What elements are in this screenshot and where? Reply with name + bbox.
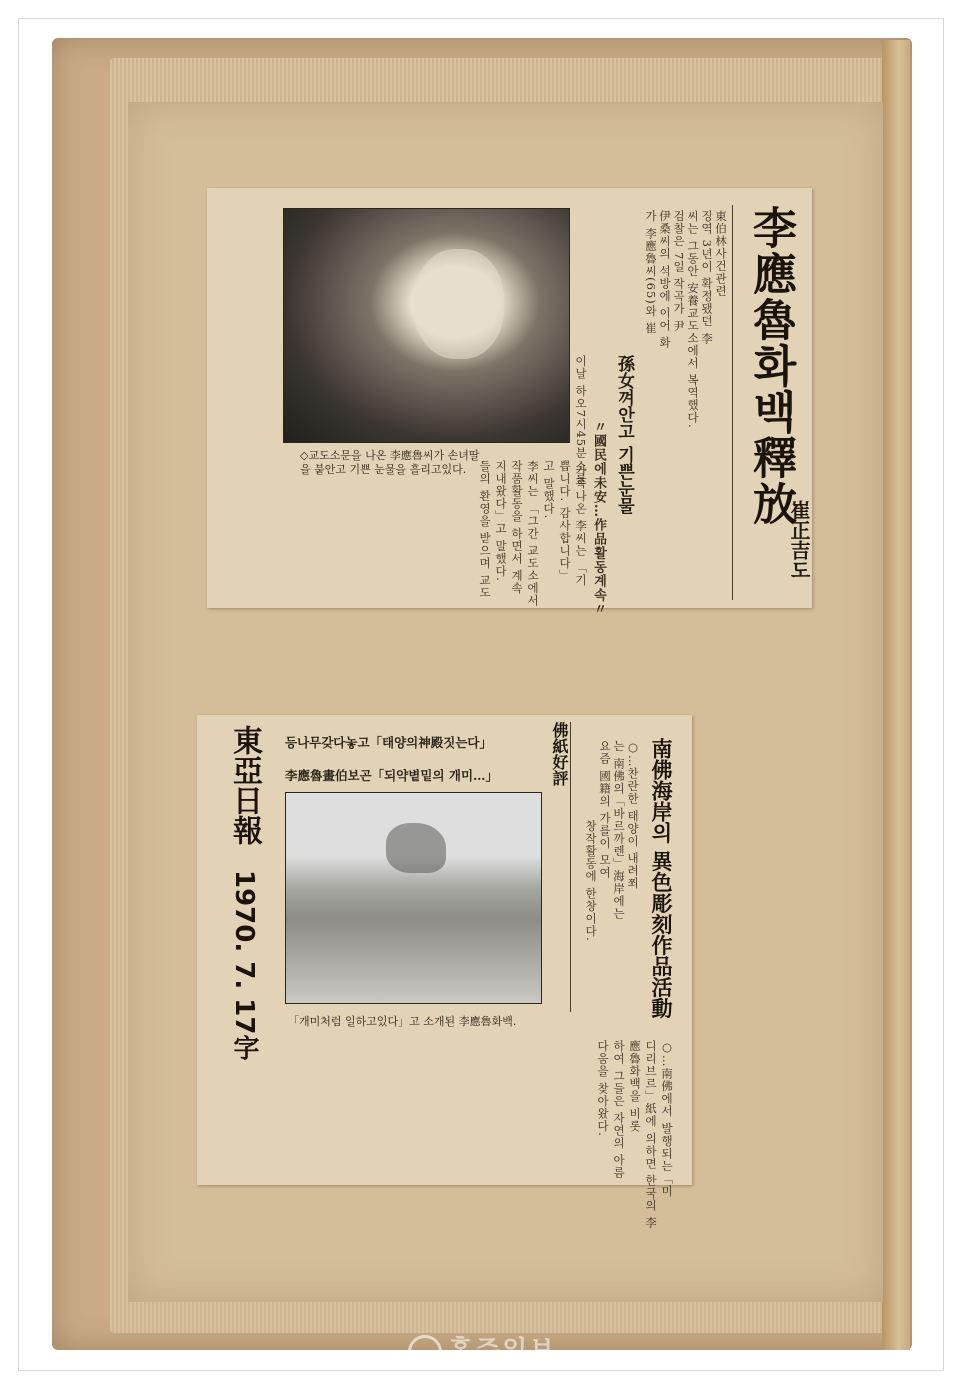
clipping1-body-line: 李씨는 「그간 교도소에서 <box>526 460 540 607</box>
clipping2-headline: 南佛海岸의 異色彫刻作品活動 <box>649 738 674 1019</box>
column-rule <box>570 722 571 1012</box>
watermark-text: 홍주일보 <box>448 1336 557 1366</box>
clipping2-body-line: 창작활동에 한창이다. <box>584 820 598 942</box>
scrapbook-spine-edge <box>882 40 910 1350</box>
clipping2-subtitle: 李應魯畫伯보곤「되약볕밑의 개미…」 <box>285 768 499 783</box>
clipping1-photo-caption: 을 붙안고 기쁜 눈물을 흘리고있다. <box>300 463 467 476</box>
clipping2-body-line: 다움을 찾아왔다. <box>596 1040 610 1137</box>
clipping2-body-line: 하여 그들은 자연의 아름 <box>612 1040 626 1179</box>
clipping1-lead-line: 검찰은 7일 작곡가 尹 <box>672 210 686 333</box>
clipping1-body-line: 소를 나온 李씨는 「기 <box>574 460 588 587</box>
clipping1-lead-line: 가 李應魯씨(65)와 崔 <box>644 210 658 335</box>
clipping1-byline: 崔正吉도 <box>787 500 811 580</box>
clipping1-body-line: 들의 환영을 받으며 교도 <box>478 460 492 599</box>
clipping1-lead-line: 東伯林사건관련 <box>714 210 728 298</box>
clipping2-body-line: 는 南佛의「바르까렌」海岸에는 <box>612 740 626 920</box>
clipping1-photo-caption: ◇교도소문을 나온 李應魯씨가 손녀딸 <box>300 449 480 462</box>
clipping2-body-line: 디리브르」紙에 의하면 한국의 李 <box>644 1040 658 1229</box>
clipping2-subtitle: 등나무갖다놓고「태양의神殿짓는다」 <box>285 735 492 750</box>
clipping2-body-line: 요즘 國籍의 가를이 모여 <box>598 740 612 879</box>
clipping2-tag: 佛紙好評 <box>550 722 569 786</box>
handwritten-date: 1970. 7. 17字 <box>229 870 259 1061</box>
clipping1-body-line: 작품활동을 하면서 계속 <box>510 460 524 595</box>
clipping1-body-line: 이날 하오7시45분 가족 <box>574 355 588 490</box>
clipping1-quote: 〃國民에未安…作品활동계속〃 <box>591 420 606 616</box>
clipping2-body-line: ○…南佛에서 발행되는「미 <box>660 1040 674 1198</box>
clipping1-subhead: 孫女껴안고 기쁜눈물 <box>614 355 634 514</box>
column-rule <box>732 205 733 600</box>
clipping2-body-line: 應魯화백을 비롯 <box>628 1040 642 1133</box>
photo-sculpture-site <box>285 792 542 1004</box>
clipping1-body-line: 고 말했다. <box>542 460 556 520</box>
watermark <box>408 1330 556 1369</box>
clipping1-lead-line: 징역 3년이 확정됐던 李 <box>700 210 714 345</box>
clipping1-body-line: 쁩니다. 감사합니다」 <box>558 460 572 582</box>
clipping1-lead-line: 伊桑씨의 석방에 이어 화 <box>658 210 672 349</box>
watermark-logo-icon <box>408 1335 442 1369</box>
clipping1-headline: 李應魯화백釋放 <box>745 205 796 527</box>
handwritten-source: 東亞日報 <box>227 725 262 845</box>
clipping2-body-line: ○…찬란한 태양이 내려쬐 <box>626 740 640 890</box>
clipping2-photo-caption: 「개미처럼 일하고있다」고 소개된 李應魯화백. <box>288 1015 517 1028</box>
clipping1-body-line: 지내왔다」고 말했다. <box>494 460 508 582</box>
clipping1-lead-line: 씨는 그동안 安養교도소에서 복역했다. <box>686 210 700 429</box>
photo-artist-with-granddaughter <box>283 208 570 443</box>
